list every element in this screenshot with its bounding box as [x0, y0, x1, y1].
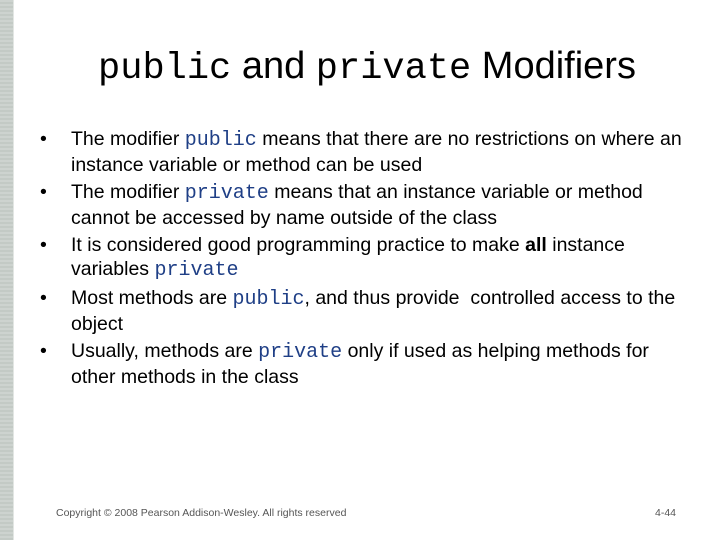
footer-copyright: Copyright © 2008 Pearson Addison-Wesley. All rights reserved — [56, 507, 347, 519]
bullet-dot-icon: • — [40, 287, 47, 309]
left-decorative-bar — [0, 0, 13, 540]
bullet-text: , and thus provide controlled access to the object — [71, 287, 681, 335]
code-keyword: public — [232, 288, 305, 311]
bullet-text: Usually, methods are — [71, 340, 259, 362]
bullet-dot-icon: • — [40, 340, 47, 362]
bullet-item-private-meaning — [40, 180, 690, 230]
title-keyword-public: public — [98, 48, 232, 90]
bullet-item-helping-methods — [40, 339, 690, 389]
bullet-item-public-meaning — [40, 127, 690, 177]
bullet-text: It is considered good programming practice to make — [71, 234, 526, 256]
title-connector: and — [231, 45, 316, 87]
bullet-dot-icon: • — [40, 181, 47, 203]
title-suffix: Modifiers — [471, 45, 636, 87]
bullet-item-good-practice — [40, 233, 690, 283]
title-keyword-private: private — [315, 48, 472, 90]
code-keyword: private — [184, 182, 269, 205]
bullet-item-most-methods — [40, 286, 690, 336]
bullet-dot-icon: • — [40, 234, 47, 256]
footer-page-number: 4-44 — [654, 507, 676, 519]
bullet-text: means that an instance variable or method cannot be accessed by name outside of the class — [71, 181, 643, 229]
code-keyword: private — [258, 341, 343, 364]
bullet-text: Most methods are — [71, 287, 233, 309]
code-keyword: public — [184, 129, 257, 152]
bullet-list — [40, 127, 690, 392]
slide-title — [14, 38, 720, 97]
code-keyword: private — [154, 259, 239, 282]
bullet-text: instance variables — [71, 234, 625, 280]
bullet-text: The modifier — [71, 181, 185, 203]
bullet-dot-icon: • — [40, 128, 47, 150]
bullet-text: means that there are no restrictions on where an instance variable or method can be used — [71, 128, 682, 176]
bullet-text: The modifier — [71, 128, 185, 150]
bullet-text: only if used as helping methods for other methods in the class — [71, 340, 649, 388]
bold-emphasis: all — [525, 234, 547, 256]
